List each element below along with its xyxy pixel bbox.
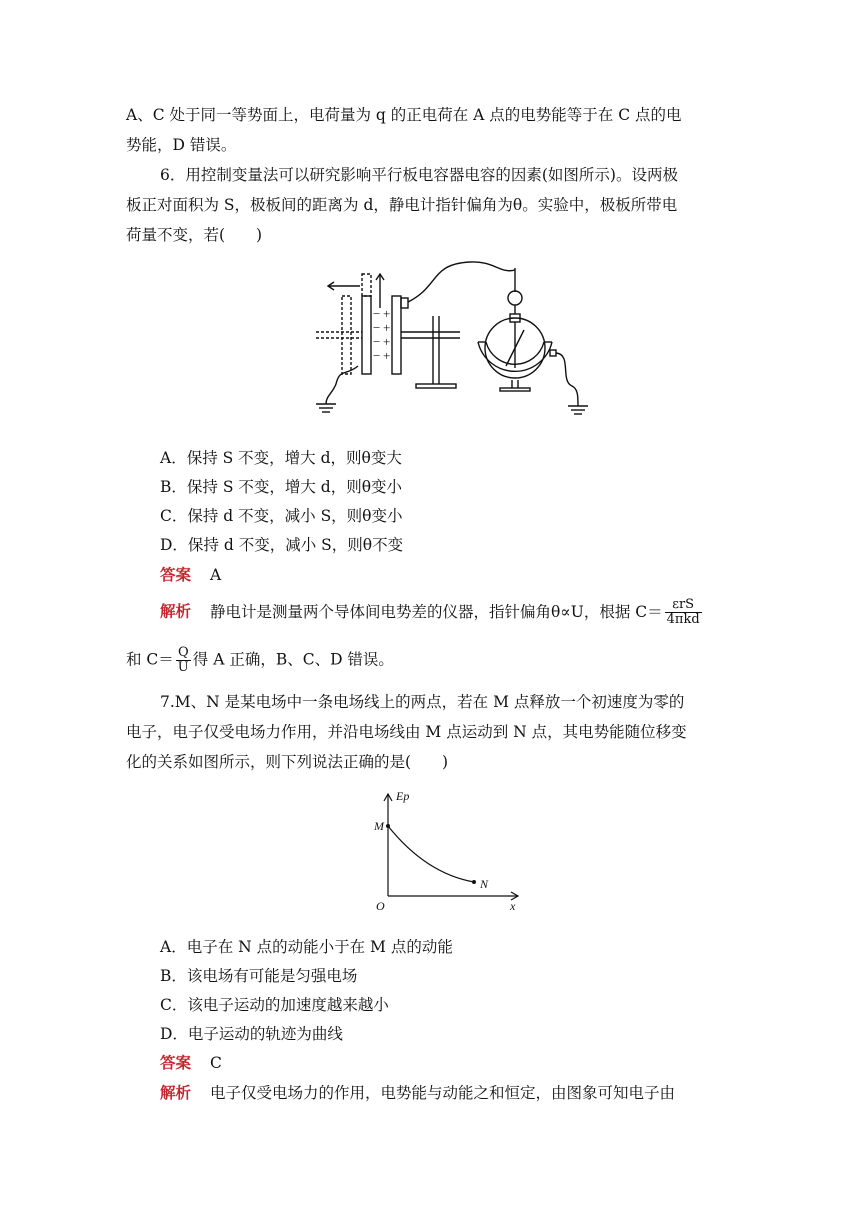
q7-answer (160, 1051, 222, 1075)
q6-answer (160, 563, 221, 587)
fraction-capacitance (665, 598, 702, 627)
q6-analysis-line-2 (126, 646, 394, 675)
origin-label: O (376, 899, 385, 913)
fraction-denominator: U (177, 660, 189, 675)
charge-sign: − (373, 348, 381, 363)
charge-sign: + (383, 334, 391, 349)
q6-option-b: B．保持 S 不变，增大 d，则θ变小 (160, 478, 403, 496)
q7-option-d: D．电子运动的轨迹为曲线 (160, 1025, 343, 1043)
fraction-numerator: εrS (665, 598, 702, 613)
charge-sign: − (373, 334, 381, 349)
charge-sign: − (373, 306, 381, 321)
q6-stem-line-3: 荷量不变，若( ) (126, 226, 263, 244)
fraction-q-over-u (176, 646, 191, 675)
charge-sign: − (373, 320, 381, 335)
charge-sign: + (383, 306, 391, 321)
q7-option-b: B．该电场有可能是匀强电场 (160, 967, 358, 985)
q7-option-a: A．电子在 N 点的动能小于在 M 点的动能 (160, 938, 453, 956)
prev-text-line-2: 势能，D 错误。 (126, 136, 237, 154)
analysis-text: 得 A 正确，B、C、D 错误。 (192, 650, 394, 669)
q7-analysis-line-1 (160, 1081, 675, 1105)
fraction-numerator: Q (176, 646, 191, 661)
charge-sign: + (383, 320, 391, 335)
analysis-text: 静电计是测量两个导体间电势差的仪器，指针偏角θ∝U，根据 C＝ (209, 602, 663, 621)
point-n-label: N (480, 877, 489, 891)
point-m-label: M (374, 819, 384, 833)
q6-option-a: A．保持 S 不变，增大 d，则θ变大 (160, 449, 402, 467)
potential-energy-graph (362, 786, 532, 916)
answer-label: 答案 (160, 1053, 192, 1072)
q6-stem-line-1: 6．用控制变量法可以研究影响平行板电容器电容的因素(如图所示)。设两极 (160, 166, 678, 184)
charge-sign: + (383, 348, 391, 363)
q7-stem-line-1: 7.M、N 是某电场中一条电场线上的两点，若在 M 点释放一个初速度为零的 (160, 693, 685, 711)
q7-option-c: C．该电子运动的加速度越来越小 (160, 996, 389, 1014)
q6-option-c: C．保持 d 不变，减小 S，则θ变小 (160, 507, 403, 525)
q6-stem-line-2: 板正对面积为 S，极板间的距离为 d，静电计指针偏角为θ。实验中，极板所带电 (126, 196, 678, 214)
analysis-text: 和 C＝ (126, 650, 174, 669)
analysis-label: 解析 (160, 1083, 192, 1102)
fraction-denominator: 4πkd (666, 612, 700, 627)
answer-value: C (209, 1054, 222, 1072)
x-axis-label: x (510, 899, 516, 913)
q6-analysis-line-1 (160, 598, 704, 627)
q7-stem-line-3: 化的关系如图所示，则下列说法正确的是( ) (126, 753, 449, 771)
analysis-label: 解析 (160, 601, 192, 621)
y-axis-label: Ep (396, 789, 410, 803)
q7-stem-line-2: 电子，电子仅受电场力作用，并沿电场线由 M 点运动到 N 点，其电势能随位移变 (126, 723, 687, 741)
prev-text-line-1: A、C 处于同一等势面上，电荷量为 q 的正电荷在 A 点的电势能等于在 C 点的电 (126, 106, 682, 124)
answer-label: 答案 (160, 565, 192, 584)
analysis-text: 电子仅受电场力的作用，电势能与动能之和恒定，由图象可知电子由 (209, 1084, 675, 1102)
q6-option-d: D．保持 d 不变，减小 S，则θ不变 (160, 536, 404, 554)
answer-value: A (209, 566, 222, 584)
capacitor-electroscope-figure (310, 256, 600, 426)
